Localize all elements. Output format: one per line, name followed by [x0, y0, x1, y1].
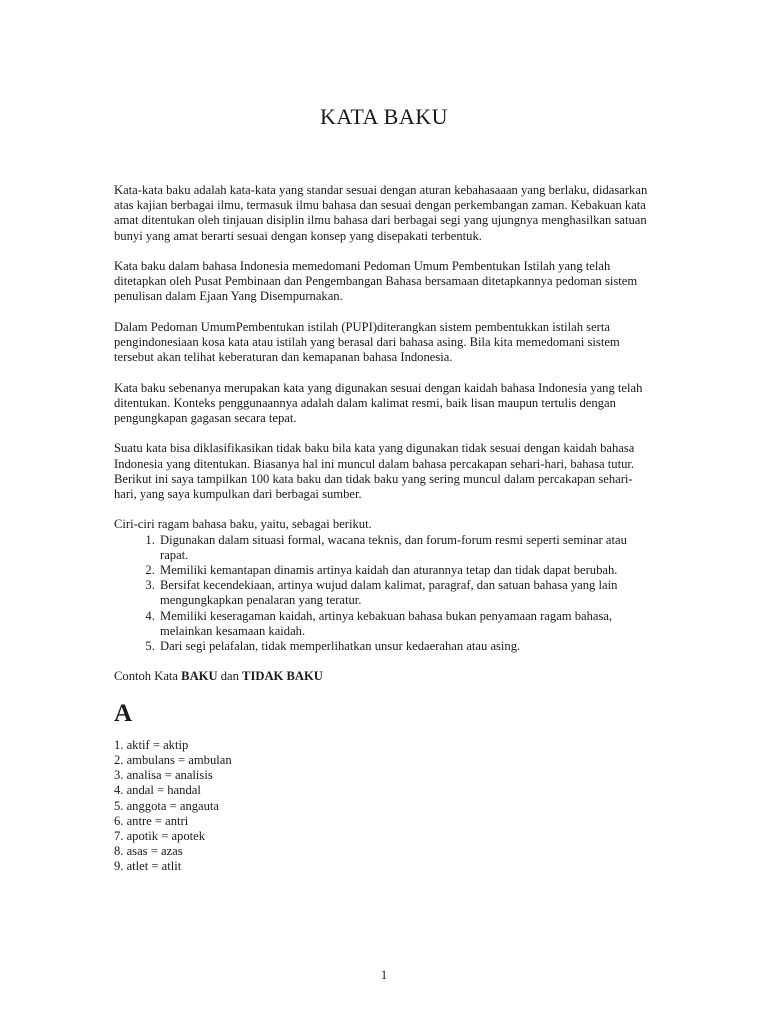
list-item: 3. Bersifat kecendekiaan, artinya wujud dalam kalimat, paragraf, dan satuan bahasa yang lain mengungkapkan penalaran yang teratur. — [158, 578, 654, 608]
criteria-intro: Ciri-ciri ragam bahasa baku, yaitu, sebagai berikut. — [114, 517, 372, 532]
example-item: 9. atlet = atlit — [114, 859, 182, 874]
example-item: 5. anggota = angauta — [114, 798, 220, 813]
paragraph: Kata baku dalam bahasa Indonesia memedomani Pedoman Umum Pembentukan Istilah yang telah ditetapkan oleh Pusat Pembinaan dan Pengembangan Bahasa bersamaan ditetapkannya pedoman sistem penulisan dalam Ejaan Yang Disempurnakan. — [114, 259, 638, 304]
examples-heading-prefix: Contoh Kata — [114, 669, 182, 684]
examples-heading — [114, 669, 654, 684]
example-item: 4. andal = handal — [114, 783, 201, 798]
example-item: 1. aktif = aktip — [114, 737, 189, 752]
example-item: 2. ambulans = ambulan — [114, 753, 232, 767]
list-item: 1. Digunakan dalam situasi formal, wacana teknis, dan forum-forum resmi seperti seminar atau rapat. — [158, 533, 654, 563]
examples-heading-middle: dan — [217, 669, 243, 684]
example-item: 8. asas = azas — [114, 844, 183, 859]
section-letter: A — [114, 699, 133, 727]
paragraph: Kata baku sebenanya merupakan kata yang digunakan sesuai dengan kaidah bahasa Indonesia yang telah ditentukan. Konteks penggunaannya adalah dalam kalimat resmi, baik lisan maupun tertulis dengan pengungkapan gagasan secara tepat. — [114, 380, 643, 425]
example-item: 6. antre = antri — [114, 813, 189, 828]
list-item: 5. Dari segi pelafalan, tidak memperlihatkan unsur kedaerahan atau asing. — [158, 639, 654, 654]
example-item: 3. analisa = analisis — [114, 768, 213, 783]
criteria-list — [114, 533, 654, 655]
example-item: 7. apotik = apotek — [114, 829, 206, 844]
list-item: 4. Memiliki keseragaman kaidah, artinya kebakuan bahasa bukan penyamaan ragam bahasa, melainkan kesamaan kaidah. — [158, 609, 654, 639]
document-title: KATA BAKU — [319, 104, 449, 129]
examples-list — [114, 738, 654, 875]
list-item: 2. Memiliki kemantapan dinamis artinya kaidah dan aturannya tetap dan tidak dapat berubah. — [158, 563, 654, 578]
paragraph: Dalam Pedoman UmumPembentukan istilah (PUPI)diterangkan sistem pembentukkan istilah serta pengindonesiaan kosa kata atau istilah yang berasal dari bahasa asing. Bila kita memedomani sistem tersebut akan telihat keberaturan dan kemapanan bahasa Indonesia. — [114, 319, 620, 365]
document-body — [114, 183, 654, 875]
examples-heading-baku: BAKU — [181, 669, 218, 684]
paragraph: Suatu kata bisa diklasifikasikan tidak baku bila kata yang digunakan tidak sesuai dengan kaidah bahasa Indonesia yang ditentukan. Biasanya hal ini muncul dalam bahasa percakapan sehari-hari, bahasa tutur. Berikut ini saya tampilkan 100 kata baku dan tidak baku yang sering muncul dalam percakapan sehari-hari, yang saya kumpulkan dari berbagai sumber. — [114, 441, 635, 501]
page-number: 1 — [380, 968, 388, 982]
examples-heading-tidak-baku: TIDAK BAKU — [242, 669, 323, 684]
paragraph: Kata-kata baku adalah kata-kata yang standar sesuai dengan aturan kebahasaaan yang berlaku, didasarkan atas kajian berbagai ilmu, termasuk ilmu bahasa dan sesuai dengan perkembangan zaman. Kebakuan kata amat ditentukan oleh tinjauan disiplin ilmu bahasa dari berbagai segi yang ujungnya menghasilkan satuan bunyi yang amat berarti sesuai dengan konsep yang disepakati terbentuk. — [114, 183, 648, 243]
